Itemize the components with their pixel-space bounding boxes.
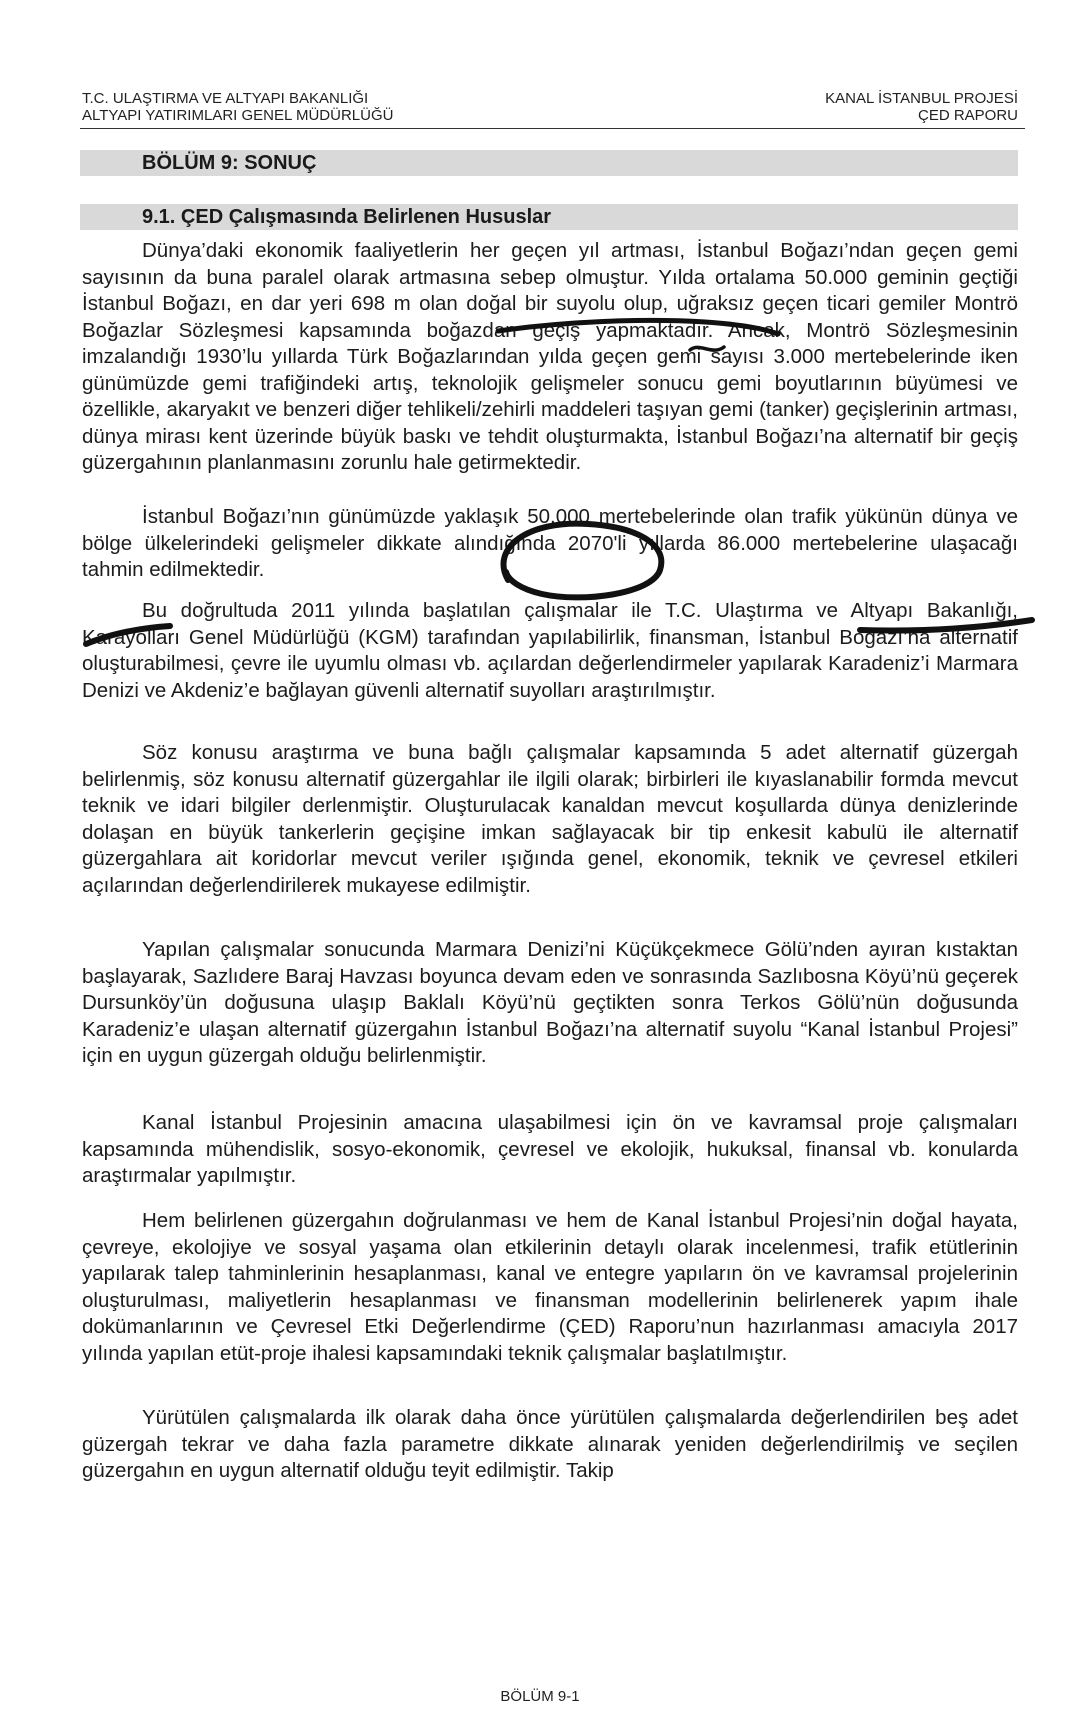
header-divider [80, 128, 1025, 129]
header-project: KANAL İSTANBUL PROJESİ [825, 90, 1018, 107]
paragraph-3: Bu doğrultuda 2011 yılında başlatılan çalışmalar ile T.C. Ulaştırma ve Altyapı Bakanlığı, Karayolları Genel Müdürlüğü (KGM) tarafından yapılabilirlik, finansman, İstanbul Boğazı’na alternatif oluşturabilmesi, çevre ile uyumlu olması vb. açılardan değerlendirmeler yapılarak Karadeniz’i Marmara Denizi ve Akdeniz’e bağlayan güvenli alternatif suyolları araştırılmıştır. [82, 599, 1018, 702]
header-directorate: ALTYAPI YATIRIMLARI GENEL MÜDÜRLÜĞÜ [82, 107, 394, 124]
section-heading [80, 204, 1018, 230]
header-right [825, 90, 1018, 124]
paragraph-5: Yapılan çalışmalar sonucunda Marmara Denizi’ni Küçükçekmece Gölü’nden ayıran kıstaktan başlayarak, Sazlıdere Baraj Havzası boyunca devam eden ve sonrasında Sazlıbosna Köyü’nü geçerek Dursunköy’ün doğusuna ulaşıp Baklalı Köyü’nü geçtikten sonra Terkos Gölü’nün doğusunda Karadeniz’e ulaşan alternatif güzergahın İstanbul Boğazı’na alternatif suyolu “Kanal İstanbul Projesi” için en uygun güzergah olduğu belirlenmiştir. [82, 938, 1018, 1067]
paragraph-6: Kanal İstanbul Projesinin amacına ulaşabilmesi için ön ve kavramsal proje çalışmaları kapsamında mühendislik, sosyo-ekonomik, çevresel ve ekolojik, hukuksal, finansal vb. konularda araştırmalar yapılmıştır. [82, 1111, 1018, 1187]
paragraph-2: İstanbul Boğazı’nın günümüzde yaklaşık 50.000 mertebelerinde olan trafik yükünün dünya ve bölge ülkelerindeki gelişmeler dikkate alındığında 2070'li yıllarda 86.000 mertebelerine ulaşacağı tahmin edilmektedir. [82, 505, 1018, 581]
paragraph-4: Söz konusu araştırma ve buna bağlı çalışmalar kapsamında 5 adet alternatif güzergah belirlenmiş, söz konusu alternatif güzergahlar ile ilgili olarak; birbirleri ile kıyaslanabilir formda mevcut teknik ve idari bilgiler derlenmiştir. Oluşturulacak kanaldan mevcut koşullarda dünya denizlerinde dolaşan en büyük tankerlerin geçişine imkan sağlayacak bir tip enkesit kabulü ile alternatif güzergahlara ait koridorlar mevcut veriler ışığında genel, ekonomik, teknik ve çevresel etkileri açılarından değerlendirilerek mukayese edilmiştir. [82, 741, 1018, 897]
header-report: ÇED RAPORU [917, 107, 1018, 124]
header-ministry: T.C. ULAŞTIRMA VE ALTYAPI BAKANLIĞI [82, 90, 369, 107]
header-left [82, 90, 393, 124]
paragraph-7: Hem belirlenen güzergahın doğrulanması ve hem de Kanal İstanbul Projesi’nin doğal hayata, çevreye, ekolojiye ve sosyal yaşama olan etkilerinin detaylı olarak incelenmesi, trafik etütlerinin yapılarak talep tahminlerinin hesaplanması, kanal ve entegre yapıların ön ve kavramsal projelerinin oluşturulması, maliyetlerin hesaplanması ve finansman modellerinin belirlenerek yapım ihale dokümanlarının ve Çevresel Etki Değerlendirme (ÇED) Raporu’nun hazırlanması amacıyla 2017 yılında yapılan etüt-proje ihalesi kapsamındaki teknik çalışmalar başlatılmıştır. [82, 1209, 1018, 1365]
section-title: 9.1. ÇED Çalışmasında Belirlenen Hususlar [142, 205, 552, 228]
paragraph-1: Dünya’daki ekonomik faaliyetlerin her geçen yıl artması, İstanbul Boğazı’ndan geçen gemi sayısının da buna paralel olarak artmasına sebep olmuştur. Yılda ortalama 50.000 geminin geçtiği İstanbul Boğazı, en dar yeri 698 m olan doğal bir suyolu olup, uğraksız geçen ticari gemiler Montrö Boğazlar Sözleşmesi kapsamında boğazdan geçiş yapmaktadır. Ancak, Montrö Sözleşmesinin imzalandığı 1930’lu yıllarda Türk Boğazlarından yılda geçen gemi sayısı 3.000 mertebelerinde iken günümüzde gemi trafiğindeki artış, teknolojik gelişmeler sonucu gemi boyutlarının büyümesi ve özellikle, akaryakıt ve benzeri diğer tehlikeli/zehirli maddeleri taşıyan gemi (tanker) geçişlerinin artması, dünya mirası kent üzerinde büyük baskı ve tehdit oluşturmakta, İstanbul Boğazı’na alternatif bir geçiş güzergahının planlanmasını zorunlu hale getirmektedir. [82, 239, 1018, 474]
chapter-heading [80, 150, 1018, 176]
paragraph-8: Yürütülen çalışmalarda ilk olarak daha önce yürütülen çalışmalarda değerlendirilen beş adet güzergah tekrar ve daha fazla parametre dikkate alınarak yeniden değerlendirilmiş ve seçilen güzergahın en uygun alternatif olduğu teyit edilmiştir. Takip [82, 1406, 1018, 1482]
chapter-title: BÖLÜM 9: SONUÇ [142, 151, 317, 174]
page-footer: BÖLÜM 9-1 [500, 1688, 580, 1705]
